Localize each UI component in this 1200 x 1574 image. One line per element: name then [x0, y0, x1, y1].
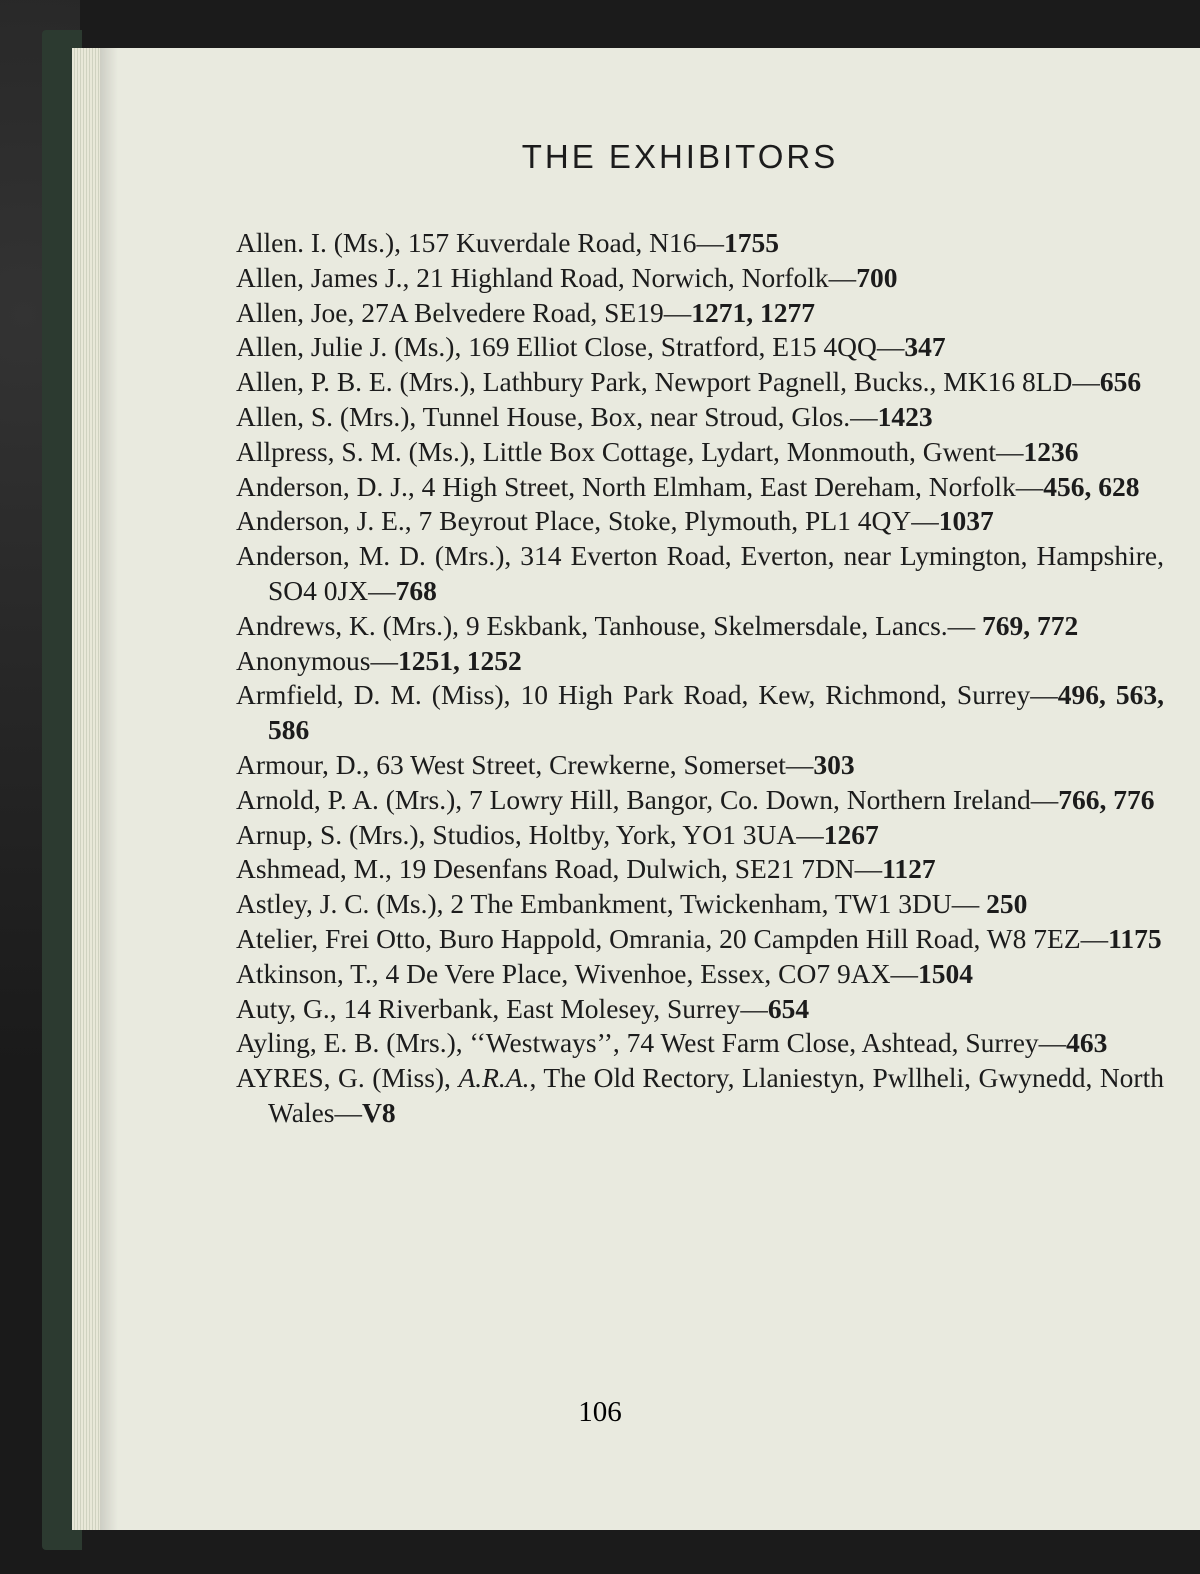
list-item: Atkinson, T., 4 De Vere Place, Wivenhoe, Essex, CO7 9AX—1504 [236, 957, 973, 989]
list-item: Allen, Julie J. (Ms.), 169 Elliot Close, Stratford, E15 4QQ—347 [236, 331, 946, 363]
page-number: 106 [578, 1396, 622, 1428]
list-item: Anonymous—1251, 1252 [236, 644, 522, 676]
list-item: Allpress, S. M. (Ms.), Little Box Cottage, Lydart, Monmouth, Gwent—1236 [236, 435, 1079, 467]
list-item: Armfield, D. M. (Miss), 10 High Park Road, Kew, Richmond, Surrey—496, 563, 586 [236, 679, 1165, 746]
book-page [100, 48, 1200, 1530]
list-item: Allen, Joe, 27A Belvedere Road, SE19—1271, 1277 [236, 296, 815, 328]
page-title: THE EXHIBITORS [521, 138, 839, 175]
exhibitor-list [236, 226, 1164, 1131]
list-item: Andrews, K. (Mrs.), 9 Eskbank, Tanhouse, Skelmersdale, Lancs.— 769, 772 [236, 609, 1079, 641]
list-item: Ayling, E. B. (Mrs.), ‘‘Westways’’, 74 West Farm Close, Ashtead, Surrey—463 [236, 1027, 1108, 1059]
list-item: Astley, J. C. (Ms.), 2 The Embankment, Twickenham, TW1 3DU— 250 [236, 888, 1028, 920]
list-item: Arnup, S. (Mrs.), Studios, Holtby, York, YO1 3UA—1267 [236, 818, 879, 850]
list-item: Anderson, J. E., 7 Beyrout Place, Stoke, Plymouth, PL1 4QY—1037 [236, 505, 994, 537]
list-item: Anderson, M. D. (Mrs.), 314 Everton Road, Everton, near Lymington, Hampshire, SO4 0JX—768 [236, 540, 1164, 606]
list-item: Anderson, D. J., 4 High Street, North Elmham, East Dereham, Norfolk—456, 628 [236, 470, 1140, 502]
list-item: Allen, S. (Mrs.), Tunnel House, Box, near Stroud, Glos.—1423 [236, 400, 933, 432]
page-gutter-shadow [100, 48, 118, 1530]
list-item: Armour, D., 63 West Street, Crewkerne, Somerset—303 [236, 748, 855, 780]
list-item: Allen. I. (Ms.), 157 Kuverdale Road, N16—1755 [236, 227, 780, 258]
list-item: Allen, James J., 21 Highland Road, Norwich, Norfolk—700 [236, 261, 898, 293]
list-item: Allen, P. B. E. (Mrs.), Lathbury Park, Newport Pagnell, Bucks., MK16 8LD—656 [236, 366, 1142, 398]
list-item: Arnold, P. A. (Mrs.), 7 Lowry Hill, Bangor, Co. Down, Northern Ireland—766, 776 [236, 783, 1155, 815]
list-item: Atelier, Frei Otto, Buro Happold, Omrania, 20 Campden Hill Road, W8 7EZ—1175 [236, 922, 1162, 954]
list-item: AYRES, G. (Miss), A.R.A., The Old Rectory, Llaniestyn, Pwllheli, Gwynedd, North Wales—V8 [236, 1062, 1164, 1128]
list-item: Ashmead, M., 19 Desenfans Road, Dulwich, SE21 7DN—1127 [236, 853, 936, 885]
list-item: Auty, G., 14 Riverbank, East Molesey, Surrey—654 [236, 992, 810, 1024]
